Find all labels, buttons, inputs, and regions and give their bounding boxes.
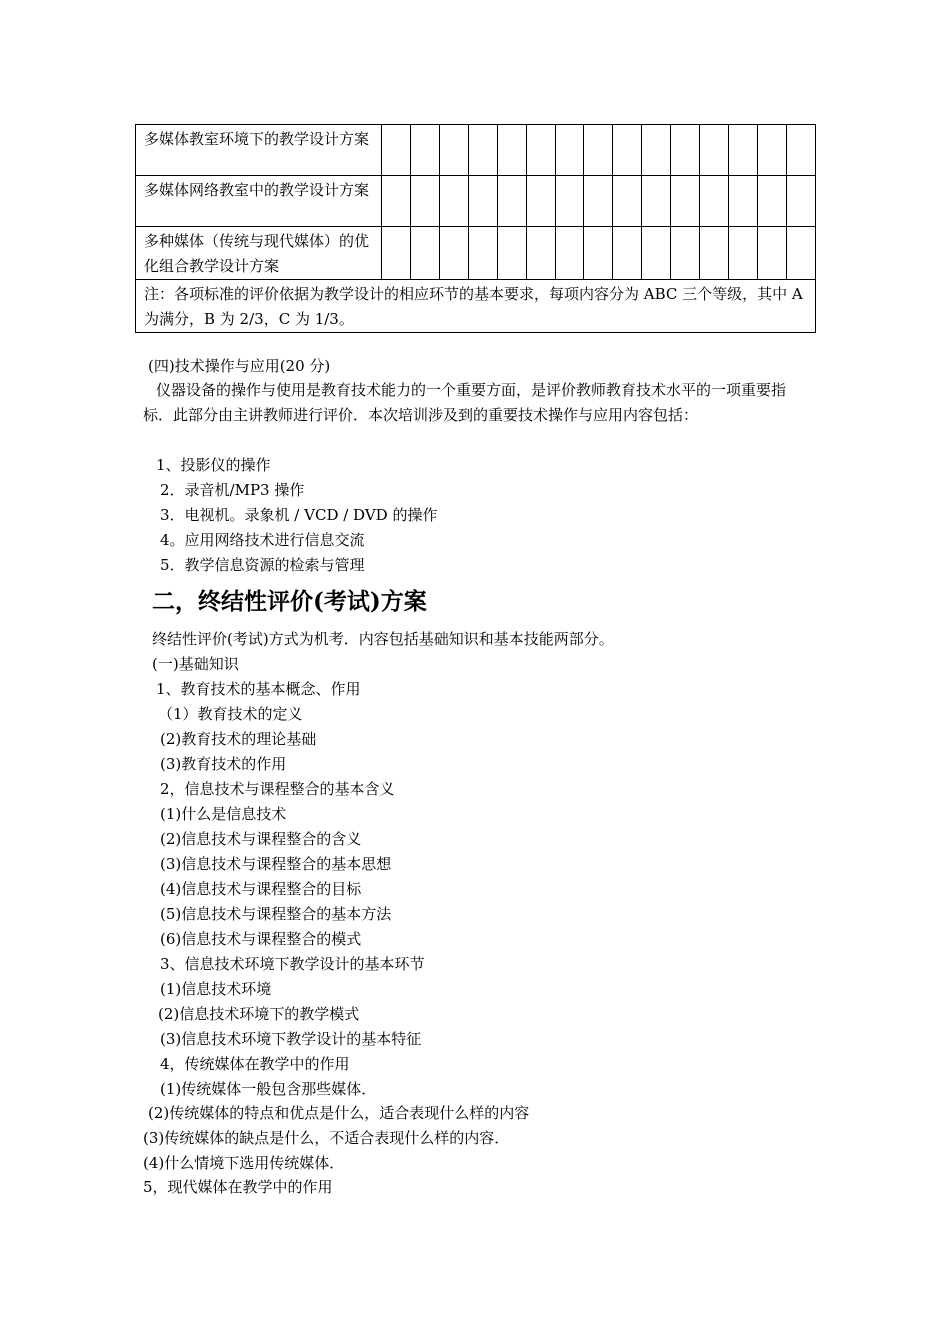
- list-item: (3)传统媒体的缺点是什么，不适合表现什么样的内容．: [143, 1129, 510, 1147]
- score-cell: [729, 227, 758, 280]
- list-item: (2)教育技术的理论基础: [160, 730, 317, 748]
- score-cell: [382, 176, 411, 227]
- score-cell: [757, 227, 786, 280]
- list-item: 4，传统媒体在教学中的作用: [160, 1055, 350, 1073]
- score-cell: [671, 176, 700, 227]
- score-cell: [642, 125, 671, 176]
- list-item: (5)信息技术与课程整合的基本方法: [160, 905, 392, 923]
- score-cell: [671, 227, 700, 280]
- list-item: 1、投影仪的操作: [156, 456, 271, 474]
- list-item: 4。应用网络技术进行信息交流: [160, 531, 365, 549]
- score-cell: [729, 176, 758, 227]
- table-row: [136, 227, 816, 280]
- score-cell: [555, 125, 584, 176]
- score-cell: [613, 125, 642, 176]
- list-item: (2)信息技术环境下的教学模式: [158, 1005, 360, 1023]
- section-4-intro: 仪器设备的操作与使用是教育技术能力的一个重要方面，是评价教师教育技术水平的一项重要指标．此部分由主讲教师进行评价．本次培训涉及到的重要技术操作与应用内容包括：: [143, 381, 787, 424]
- score-cell: [410, 176, 439, 227]
- table-note: 注：各项标准的评价依据为教学设计的相应环节的基本要求，每项内容分为 ABC 三个等级，其中 A 为满分，B 为 2/3，C 为 1/3。: [136, 280, 816, 333]
- list-item: (2)信息技术与课程整合的含义: [160, 830, 362, 848]
- list-item: 3、信息技术环境下教学设计的基本环节: [160, 955, 425, 973]
- score-cell: [382, 125, 411, 176]
- evaluation-table: [135, 124, 816, 333]
- score-cell: [382, 227, 411, 280]
- list-item: (3)信息技术环境下教学设计的基本特征: [160, 1030, 422, 1048]
- section-4-title: (四)技术操作与应用(20 分): [148, 357, 331, 375]
- list-item: (3)信息技术与课程整合的基本思想: [160, 855, 392, 873]
- score-cell: [468, 227, 497, 280]
- score-cell: [700, 176, 729, 227]
- list-item: (4)信息技术与课程整合的目标: [160, 880, 362, 898]
- list-item: (1)信息技术环境: [160, 980, 272, 998]
- score-cell: [642, 227, 671, 280]
- paragraph: 终结性评价(考试)方式为机考．内容包括基础知识和基本技能两部分。: [152, 630, 614, 648]
- list-item: 3．电视机。录象机 / VCD / DVD 的操作: [160, 506, 438, 524]
- section-2-heading: 二，终结性评价(考试)方案: [152, 588, 427, 615]
- score-cell: [555, 176, 584, 227]
- score-cell: [642, 176, 671, 227]
- list-item: (3)教育技术的作用: [160, 755, 287, 773]
- score-cell: [584, 125, 613, 176]
- score-cell: [786, 176, 815, 227]
- score-cell: [729, 125, 758, 176]
- score-cell: [526, 176, 555, 227]
- score-cell: [497, 176, 526, 227]
- score-cell: [671, 125, 700, 176]
- score-cell: [526, 125, 555, 176]
- list-item: 2，信息技术与课程整合的基本含义: [160, 780, 395, 798]
- subheading: (一)基础知识: [152, 655, 239, 673]
- score-cell: [786, 227, 815, 280]
- table-note-row: [136, 280, 816, 333]
- score-cell: [613, 176, 642, 227]
- score-cell: [439, 227, 468, 280]
- score-cell: [555, 227, 584, 280]
- list-item: 5，现代媒体在教学中的作用: [143, 1178, 333, 1196]
- table-row-label: 多种媒体（传统与现代媒体）的优化组合教学设计方案: [136, 227, 382, 280]
- score-cell: [526, 227, 555, 280]
- score-cell: [757, 176, 786, 227]
- table-row: [136, 176, 816, 227]
- score-cell: [584, 176, 613, 227]
- score-cell: [410, 227, 439, 280]
- list-item: (1)传统媒体一般包含那些媒体．: [160, 1080, 377, 1098]
- score-cell: [786, 125, 815, 176]
- list-item: 2．录音机/MP3 操作: [160, 481, 305, 499]
- score-cell: [613, 227, 642, 280]
- score-cell: [497, 125, 526, 176]
- score-cell: [757, 125, 786, 176]
- table-row: [136, 125, 816, 176]
- score-cell: [468, 176, 497, 227]
- score-cell: [584, 227, 613, 280]
- score-cell: [468, 125, 497, 176]
- table-row-label: 多媒体教室环境下的教学设计方案: [136, 125, 382, 176]
- score-cell: [439, 125, 468, 176]
- list-item: （1）教育技术的定义: [158, 705, 303, 723]
- list-item: (1)什么是信息技术: [160, 805, 287, 823]
- score-cell: [700, 125, 729, 176]
- list-item: 5．教学信息资源的检索与管理: [160, 556, 365, 574]
- score-cell: [410, 125, 439, 176]
- score-cell: [439, 176, 468, 227]
- score-cell: [700, 227, 729, 280]
- list-item: (4)什么情境下选用传统媒体．: [143, 1154, 345, 1172]
- list-item: 1、教育技术的基本概念、作用: [156, 680, 361, 698]
- list-item: (6)信息技术与课程整合的模式: [160, 930, 362, 948]
- score-cell: [497, 227, 526, 280]
- list-item: (2)传统媒体的特点和优点是什么，适合表现什么样的内容: [148, 1104, 530, 1122]
- table-row-label: 多媒体网络教室中的教学设计方案: [136, 176, 382, 227]
